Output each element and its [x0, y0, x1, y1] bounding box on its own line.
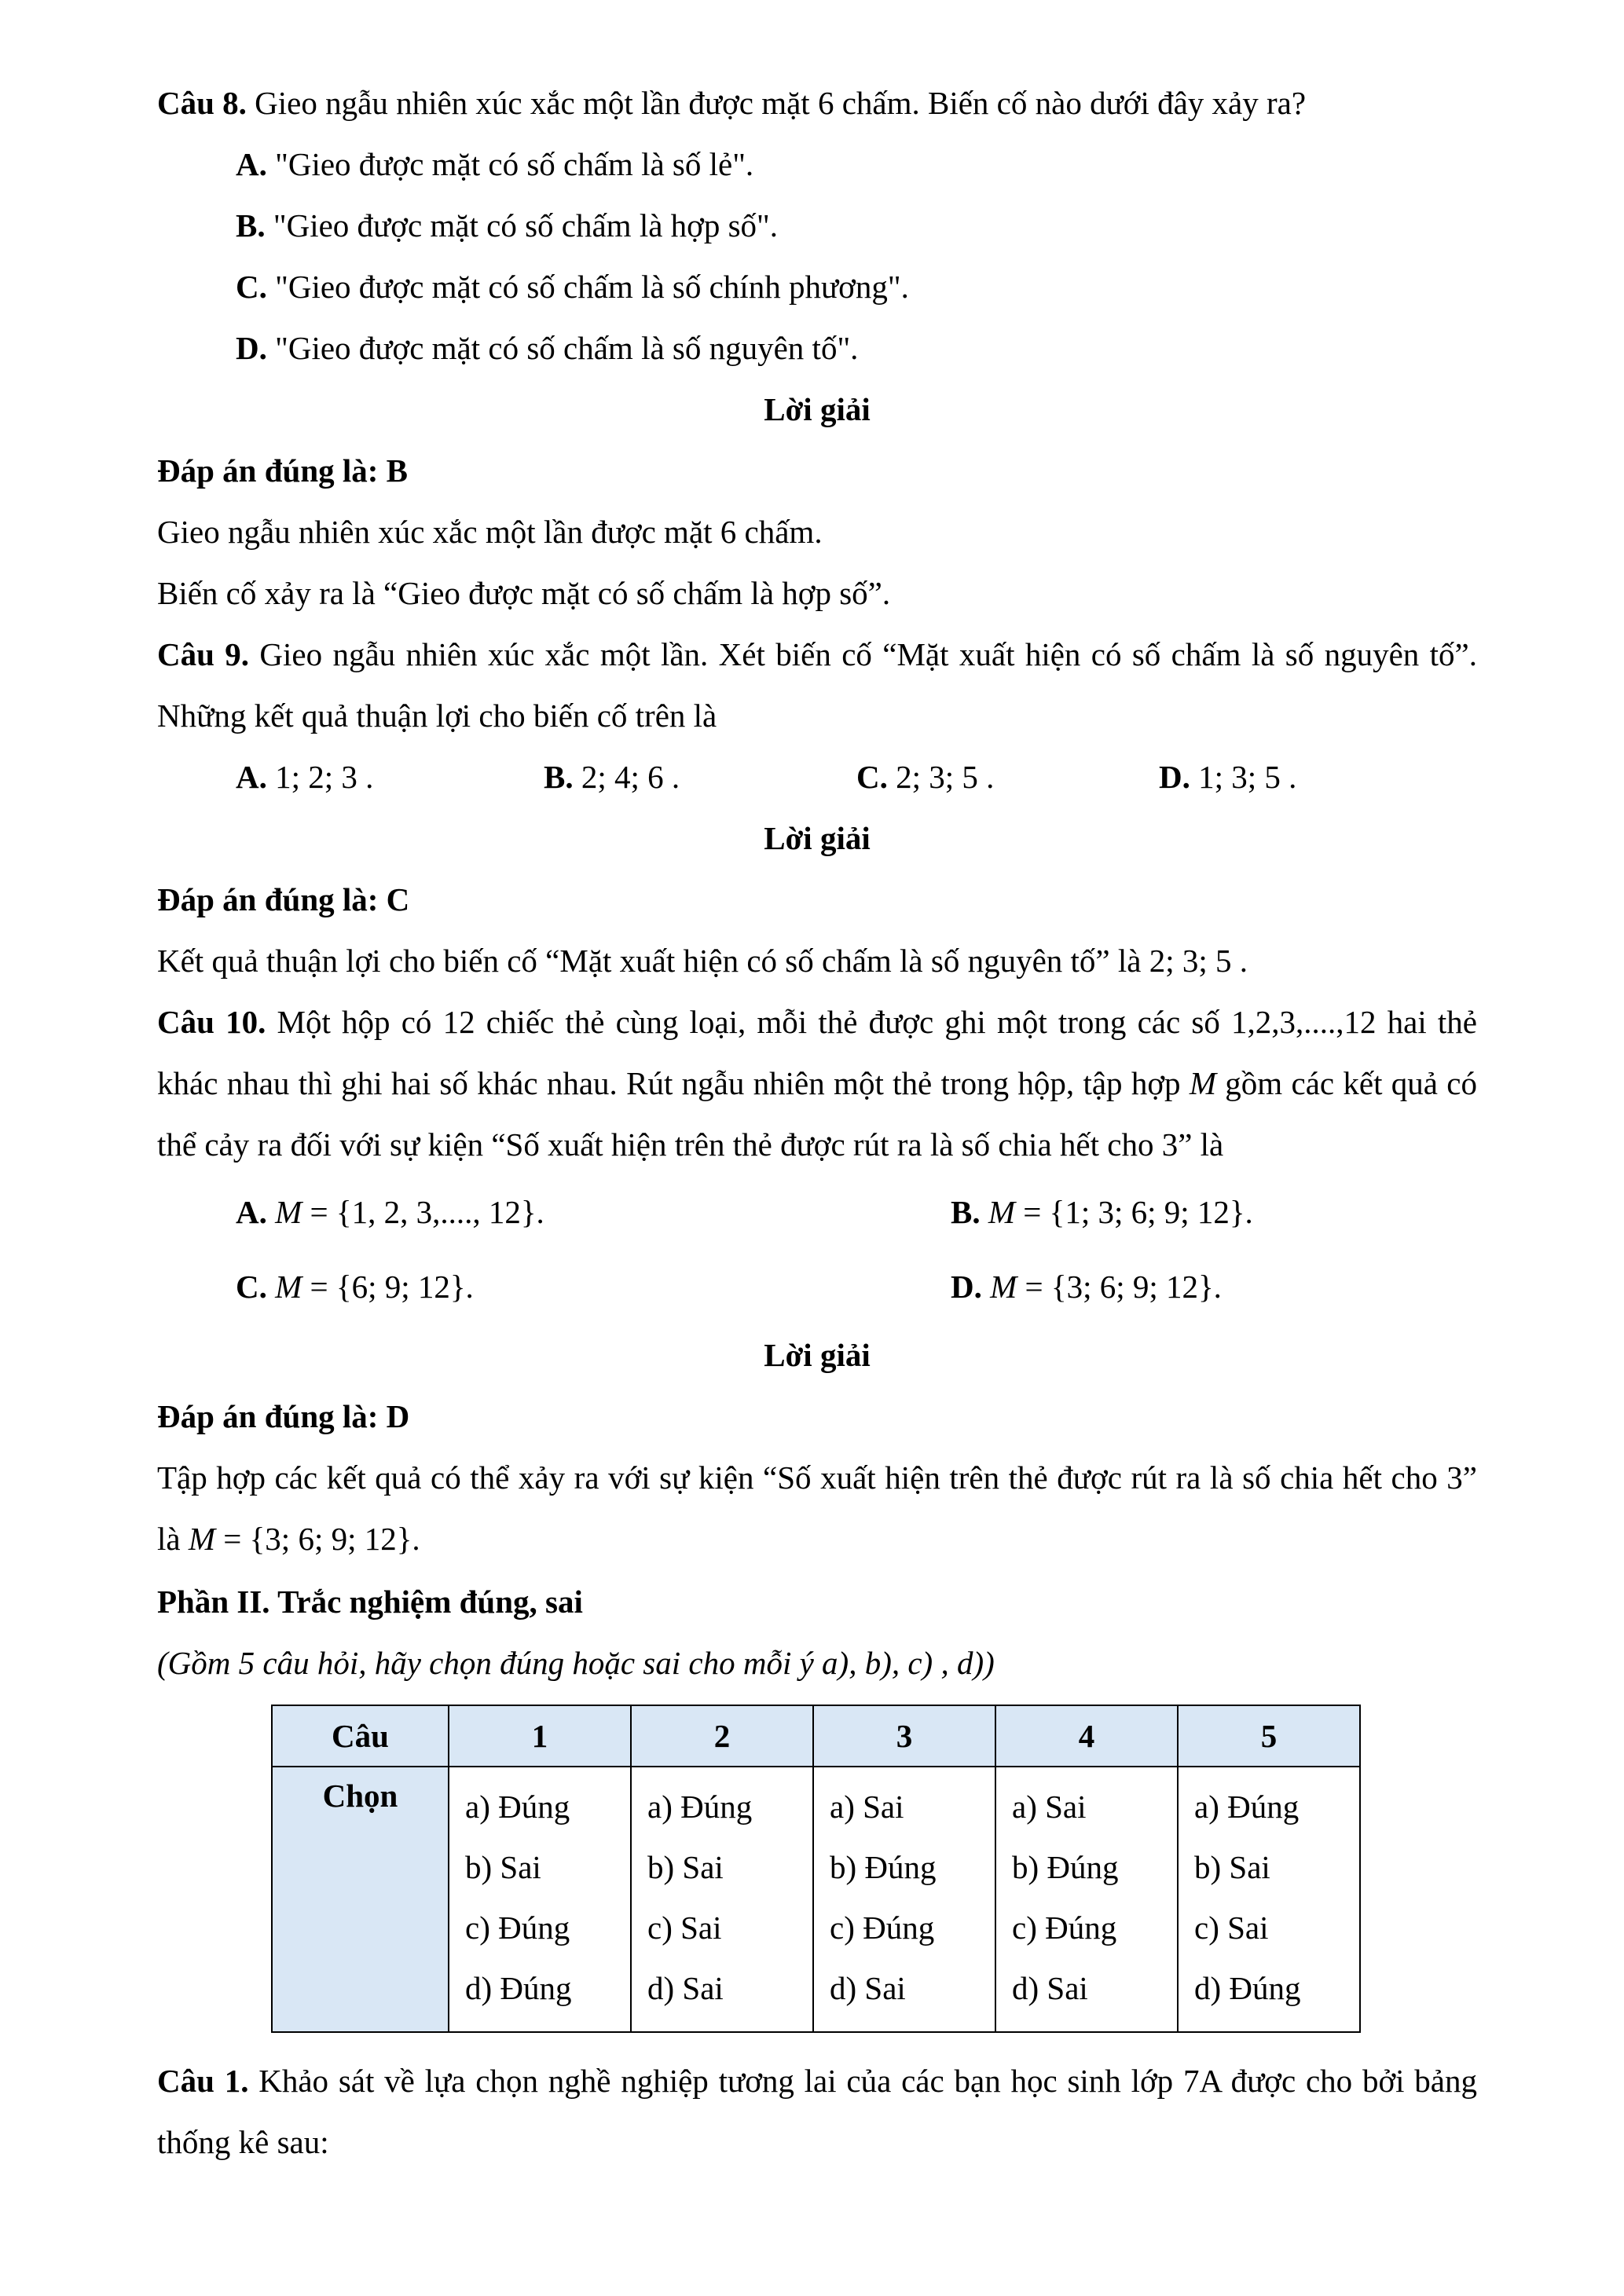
question-8-text: Gieo ngẫu nhiên xúc xắc một lần được mặt 6 chấm. Biến cố nào dưới đây xảy ra? [255, 85, 1307, 121]
question-10-label: Câu 10. [157, 1004, 266, 1040]
question-8-option-a [236, 134, 1477, 195]
question-9-option-b [544, 746, 856, 807]
answer-cell-line: d) Sai [1012, 1970, 1088, 2006]
option-text: = {1, 2, 3,...., 12}. [302, 1194, 544, 1230]
option-label: C. [236, 1269, 267, 1305]
question-10-option-d [951, 1250, 1477, 1324]
answer-cell-line: c) Đúng [465, 1910, 570, 1946]
answer-cell-line: a) Đúng [1194, 1789, 1300, 1825]
math-variable-m: M [275, 1194, 302, 1230]
question-8-option-d [236, 317, 1477, 379]
answer-cell-q1 [449, 1767, 631, 2032]
answer-cell-line: b) Đúng [1012, 1849, 1119, 1885]
answer-cell-line: c) Sai [1194, 1910, 1269, 1946]
option-label: B. [236, 207, 266, 244]
answer-cell-line: d) Đúng [1194, 1970, 1301, 2006]
question-10 [157, 991, 1477, 1175]
answer-cell-line: a) Đúng [465, 1789, 570, 1825]
math-variable-m: M [1189, 1065, 1216, 1101]
question-1-label: Câu 1. [157, 2063, 249, 2099]
solution-heading-q10: Lời giải [764, 1337, 871, 1373]
answer-cell-line: b) Sai [647, 1849, 724, 1885]
question-8-label: Câu 8. [157, 85, 247, 121]
question-10-option-b [951, 1175, 1477, 1250]
option-label: C. [236, 269, 267, 305]
answer-cell-line: c) Đúng [1012, 1910, 1117, 1946]
question-8 [157, 72, 1477, 134]
option-text: = {3; 6; 9; 12}. [1017, 1269, 1222, 1305]
table-body-row [272, 1767, 1360, 2032]
question-10-option-c [236, 1250, 951, 1324]
table-header-2: 2 [631, 1705, 813, 1767]
answer-cell-q2 [631, 1767, 813, 2032]
answer-cell-line: a) Đúng [647, 1789, 753, 1825]
option-text: 1; 3; 5 . [1198, 759, 1297, 795]
solution-heading-q8: Lời giải [764, 391, 871, 427]
question-9-text: Gieo ngẫu nhiên xúc xắc một lần. Xét biến cố “Mặt xuất hiện có số chấm là số nguyên tố”. Những kết quả thuận lợi cho biến cố trên là [157, 636, 1477, 734]
solution-q10-pre: Tập hợp các kết quả có thể xảy ra với sự kiện “Số xuất hiện trên thẻ được rút ra là số chia hết cho 3” là [157, 1459, 1477, 1557]
question-8-option-b [236, 195, 1477, 256]
answer-cell-line: b) Đúng [830, 1849, 937, 1885]
table-header-cau: Câu [272, 1705, 449, 1767]
question-10-option-a [236, 1175, 951, 1250]
solution-text-q10 [157, 1447, 1477, 1569]
option-label: D. [951, 1269, 982, 1305]
solution-text-q9: Kết quả thuận lợi cho biến cố “Mặt xuất hiện có số chấm là số nguyên tố” là 2; 3; 5 . [157, 943, 1248, 979]
table-header-row [272, 1705, 1360, 1767]
answer-line-q8: Đáp án đúng là: B [157, 452, 409, 489]
option-text: "Gieo được mặt có số chấm là hợp số". [273, 207, 779, 244]
table-header-4: 4 [995, 1705, 1178, 1767]
question-9-option-d [1159, 746, 1477, 807]
option-text: "Gieo được mặt có số chấm là số nguyên tố". [275, 330, 859, 366]
option-label: D. [236, 330, 267, 366]
solution-text-q8-line2: Biến cố xảy ra là “Gieo được mặt có số chấm là hợp số”. [157, 575, 891, 611]
math-variable-m: M [988, 1194, 1016, 1230]
table-header-5: 5 [1178, 1705, 1360, 1767]
math-variable-m: M [188, 1521, 215, 1557]
option-label: D. [1159, 759, 1190, 795]
part2-heading: Phần II. Trắc nghiệm đúng, sai [157, 1584, 583, 1620]
option-label: B. [951, 1194, 981, 1230]
table-header-3: 3 [813, 1705, 995, 1767]
answer-cell-line: b) Sai [465, 1849, 541, 1885]
question-8-option-c [236, 256, 1477, 317]
option-label: A. [236, 146, 267, 182]
answer-cell-line: a) Sai [830, 1789, 904, 1825]
part2-question-1 [157, 2050, 1477, 2173]
math-variable-m: M [275, 1269, 302, 1305]
answer-cell-line: a) Sai [1012, 1789, 1087, 1825]
solution-q10-post: = {3; 6; 9; 12}. [215, 1521, 420, 1557]
math-variable-m: M [990, 1269, 1017, 1305]
question-10-options [157, 1175, 1477, 1324]
option-text: = {6; 9; 12}. [302, 1269, 474, 1305]
option-text: 2; 4; 6 . [581, 759, 680, 795]
question-8-options [157, 134, 1477, 379]
option-label: C. [856, 759, 888, 795]
answer-line-q10: Đáp án đúng là: D [157, 1398, 410, 1434]
question-1-text: Khảo sát về lựa chọn nghề nghiệp tương lai của các bạn học sinh lớp 7A được cho bởi bảng thống kê sau: [157, 2063, 1478, 2160]
option-text: 1; 2; 3 . [275, 759, 374, 795]
option-label: A. [236, 759, 267, 795]
question-9-option-a [236, 746, 544, 807]
table-header-1: 1 [449, 1705, 631, 1767]
question-9-label: Câu 9. [157, 636, 250, 672]
answer-cell-q4 [995, 1767, 1178, 2032]
answer-key-table [271, 1705, 1361, 2033]
question-10-text-post: gồm các kết quả có thể cảy ra đối với sự kiện “Số xuất hiện trên thẻ được rút ra là số chia hết cho 3” là [157, 1065, 1478, 1163]
answer-cell-q3 [813, 1767, 995, 2032]
question-9-option-c [856, 746, 1159, 807]
answer-cell-line: b) Sai [1194, 1849, 1270, 1885]
part2-note: (Gồm 5 câu hỏi, hãy chọn đúng hoặc sai cho mỗi ý a), b), c) , d)) [157, 1645, 995, 1681]
answer-cell-q5 [1178, 1767, 1360, 2032]
answer-cell-line: d) Sai [647, 1970, 724, 2006]
solution-heading-q9: Lời giải [764, 820, 871, 856]
option-label: A. [236, 1194, 267, 1230]
solution-text-q8-line1: Gieo ngẫu nhiên xúc xắc một lần được mặt 6 chấm. [157, 514, 823, 550]
option-text: "Gieo được mặt có số chấm là số lẻ". [275, 146, 754, 182]
table-row-label-chon: Chọn [272, 1767, 449, 2032]
question-9 [157, 624, 1477, 746]
answer-cell-line: c) Sai [647, 1910, 722, 1946]
option-text: 2; 3; 5 . [896, 759, 995, 795]
option-text: "Gieo được mặt có số chấm là số chính phương". [275, 269, 909, 305]
answer-cell-line: d) Sai [830, 1970, 906, 2006]
option-text: = {1; 3; 6; 9; 12}. [1015, 1194, 1253, 1230]
question-10-text-pre: Một hộp có 12 chiếc thẻ cùng loại, mỗi thẻ được ghi một trong các số 1,2,3,....,12 hai thẻ khác nhau thì ghi hai số khác nhau. Rút ngẫu nhiên một thẻ trong hộp, tập hợp [157, 1004, 1478, 1101]
answer-cell-line: d) Đúng [465, 1970, 572, 2006]
answer-line-q9: Đáp án đúng là: C [157, 881, 410, 917]
question-9-options [157, 746, 1477, 807]
option-label: B. [544, 759, 574, 795]
answer-cell-line: c) Đúng [830, 1910, 935, 1946]
